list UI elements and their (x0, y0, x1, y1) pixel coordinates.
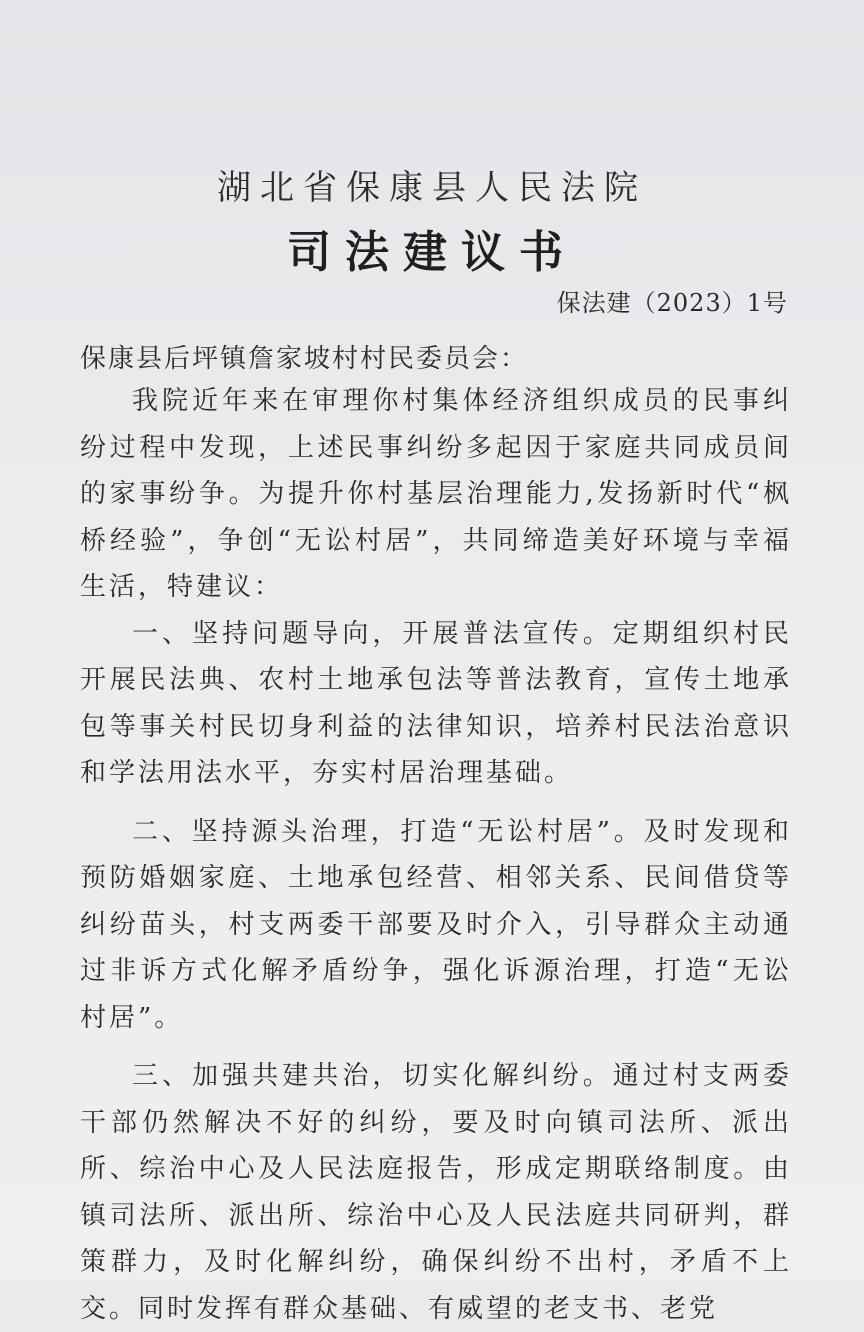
court-name: 湖北省保康县人民法院 (217, 168, 647, 208)
addressee: 保康县后坪镇詹家坡村村民委员会： (80, 344, 529, 374)
body-text (80, 378, 792, 1332)
paragraph-intro: 我院近年来在审理你村集体经济组织成员的民事纠纷过程中发现，上述民事纠纷多起因于家庭共同成员间的家事纷争。为提升你村基层治理能力,发扬新时代“枫桥经验”，争创“无讼村居”，共同缔造美好环境与幸福生活，特建议： (80, 386, 792, 602)
document-number: 保法建（2023）1号 (556, 289, 788, 317)
paragraph-suggestion-2: 二、坚持源头治理，打造“无讼村居”。及时发现和预防婚姻家庭、土地承包经营、相邻关系、民间借贷等纠纷苗头，村支两委干部要及时介入，引导群众主动通过非诉方式化解矛盾纷争，强化诉源治理，打造“无讼村居”。 (80, 816, 792, 1033)
document-title: 司法建议书 (287, 227, 577, 278)
paragraph-suggestion-1: 一、坚持问题导向，开展普法宣传。定期组织村民开展民法典、农村土地承包法等普法教育，宣传土地承包等事关村民切身利益的法律知识，培养村民法治意识和学法用法水平，夯实村居治理基础。 (80, 618, 792, 788)
paragraph-suggestion-3: 三、加强共建共治，切实化解纠纷。通过村支两委干部仍然解决不好的纠纷，要及时向镇司法所、派出所、综治中心及人民法庭报告，形成定期联络制度。由镇司法所、派出所、综治中心及人民法庭共同研判，群策群力，及时化解纠纷，确保纠纷不出村，矛盾不上交。同时发挥有群众基础、有威望的老支书、老党 (80, 1061, 792, 1324)
